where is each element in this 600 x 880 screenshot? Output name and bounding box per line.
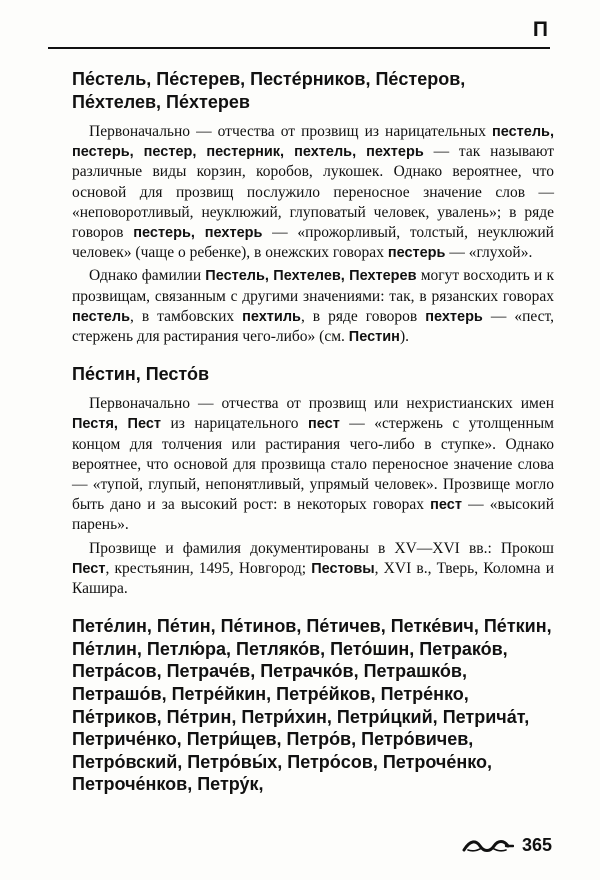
entry-pestel-paragraph-1: Первоначально — отчества от прозвищ из нарицательных пестель, пестерь, пестер, пестерник, пехтель, пехтерь — так называют различные виды корзин, коробов, лукошек. Однако вероятнее, что основой для прозвищ послужило переносное значение слов — «неповоротливый, неуклюжий, глуповатый человек, увалень»; в ряде говоров пестерь, пехтерь — «прожорливый, толстый, неуклюжий человек» (чаще о ребенке), в онежских говорах пестерь — «глухой». (72, 123, 554, 262)
entry-title-petelin-group: Пете́лин, Пе́тин, Пе́тинов, Пе́тичев, Петке́вич, Пе́ткин, Пе́тлин, Петлю́ра, Петляко́в, Пето́шин, Петрако́в, Петра́сов, Петраче́в, Петрачко́в, Петрашко́в, Петрашо́в, Петре́йкин, Петре́йков, Петре́нко, Пе́триков, Пе́трин, Петри́хин, Петри́цкий, Петрича́т, Петриче́нко, Петри́щев, Петро́в, Петро́вичев, Петро́вский, Петро́вы́х, Петро́сов, Петроче́нко, Петроче́нков, Петру́к, (72, 616, 552, 795)
entry-title-pestin: Пе́стин, Песто́в (72, 364, 210, 385)
dictionary-body (72, 68, 554, 796)
page-number: 365 (521, 835, 552, 855)
page-footer (462, 835, 552, 856)
header-rule (48, 47, 550, 49)
running-head-letter: П (532, 18, 548, 41)
entry-pestel-paragraph-2: Однако фамилии Пестель, Пехтелев, Пехтерев могут восходить и к прозвищам, связанным с другими значениями: так, в рязанских говорах пестель, в тамбовских пехтиль, в ряде говоров пехтерь — «пест, стержень для растирания чего-либо» (см. Пестин). (72, 267, 554, 346)
entry-pestin-paragraph-1: Первоначально — отчества от прозвищ или нехристианских имен Пестя, Пест из нарицательного пест — «стержень с утолщенным концом для толчения или растирания чего-либо в ступке». Однако вероятнее, что основой для прозвища стало переносное значение слова — «тупой, глупый, непонятливый, упрямый человек». Прозвище могло быть дано и за высокий рост: в некоторых говорах пест — «высокий парень». (72, 395, 554, 534)
ornament-icon (462, 838, 514, 854)
entry-title-pestel: Пе́стель, Пе́стерев, Пестéрников, Пе́стеров, Пе́хтелев, Пе́хтерев (72, 69, 466, 112)
entry-pestin-paragraph-2: Прозвище и фамилия документированы в XV—XVI вв.: Прокош Пест, крестьянин, 1495, Новгород; Пестовы, XVI в., Тверь, Коломна и Кашира. (72, 539, 554, 598)
